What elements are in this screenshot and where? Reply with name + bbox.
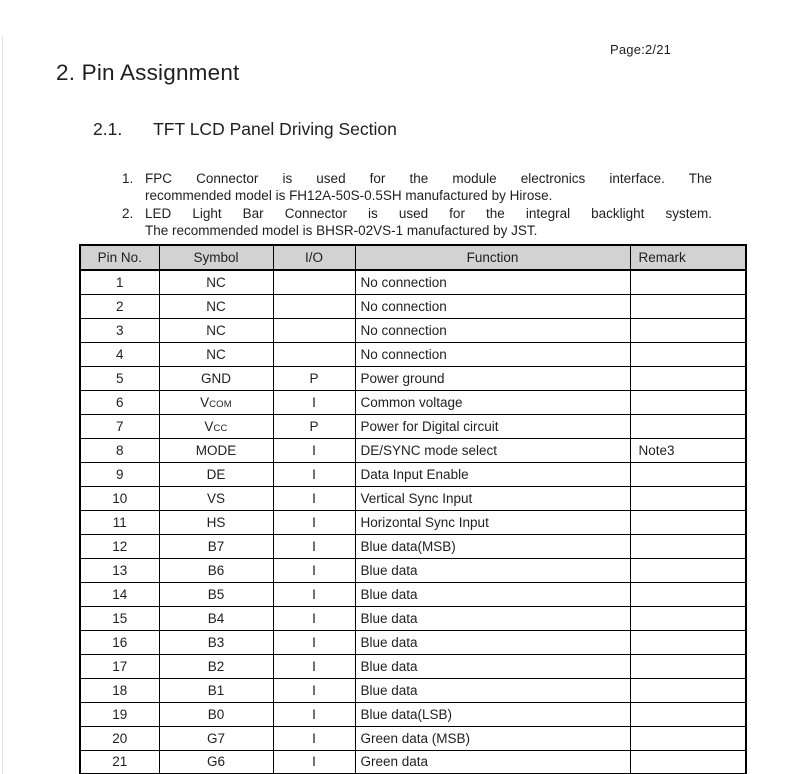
header-io: I/O: [273, 245, 355, 270]
io-cell: I: [273, 390, 355, 414]
function-cell: No connection: [355, 342, 630, 366]
table-row: [80, 654, 746, 678]
io-cell: I: [273, 726, 355, 750]
symbol-cell: [159, 342, 273, 366]
symbol-base: G6: [206, 754, 225, 770]
function-cell: Blue data(LSB): [355, 702, 630, 726]
symbol-base: GND: [201, 370, 231, 386]
table-row: [80, 318, 746, 342]
symbol-cell: [159, 366, 273, 390]
symbol-base: MODE: [195, 442, 237, 458]
symbol-cell: [159, 702, 273, 726]
notes-list: [122, 170, 714, 240]
function-cell: Vertical Sync Input: [355, 486, 630, 510]
symbol-base: B0: [207, 706, 225, 722]
pin-cell: 13: [80, 558, 159, 582]
remark-cell: [630, 750, 746, 774]
function-cell: Blue data: [355, 654, 630, 678]
note-line: LED Light Bar Connector is used for the integral backlight system.: [145, 205, 712, 221]
table-row: [80, 294, 746, 318]
symbol-base: HS: [206, 514, 226, 530]
symbol-cell: [159, 414, 273, 438]
symbol-base: V: [204, 418, 214, 434]
remark-cell: [630, 270, 746, 294]
symbol-base: G7: [206, 730, 225, 746]
pin-cell: 4: [80, 342, 159, 366]
symbol-cell: [159, 462, 273, 486]
pin-cell: 7: [80, 414, 159, 438]
function-cell: Power ground: [355, 366, 630, 390]
remark-cell: Note3: [630, 438, 746, 462]
io-cell: I: [273, 750, 355, 774]
pin-cell: 6: [80, 390, 159, 414]
symbol-cell: [159, 270, 273, 294]
note-line: FPC Connector is used for the module electronics interface. The: [145, 171, 712, 186]
pin-cell: 3: [80, 318, 159, 342]
pin-cell: 8: [80, 438, 159, 462]
symbol-cell: [159, 582, 273, 606]
symbol-base: NC: [206, 274, 226, 290]
symbol-base: B5: [207, 586, 225, 602]
io-cell: [273, 294, 355, 318]
pin-cell: 20: [80, 726, 159, 750]
io-cell: I: [273, 654, 355, 678]
symbol-base: B6: [207, 562, 225, 578]
remark-cell: [630, 726, 746, 750]
io-cell: I: [273, 510, 355, 534]
function-cell: Blue data: [355, 558, 630, 582]
function-cell: Blue data: [355, 606, 630, 630]
pin-assignment-table: [79, 244, 747, 774]
io-cell: I: [273, 462, 355, 486]
note-item-2: [122, 205, 714, 240]
remark-cell: [630, 294, 746, 318]
header-remark: Remark: [630, 245, 746, 270]
header-pin-no: Pin No.: [80, 245, 159, 270]
pin-cell: 9: [80, 462, 159, 486]
remark-cell: [630, 414, 746, 438]
table-row: [80, 486, 746, 510]
symbol-cell: [159, 534, 273, 558]
section-heading: 2. Pin Assignment: [56, 60, 240, 85]
io-cell: I: [273, 438, 355, 462]
note-line: The recommended model is BHSR-02VS-1 manufactured by JST.: [145, 223, 538, 239]
symbol-base: NC: [206, 346, 226, 362]
table-row: [80, 726, 746, 750]
remark-cell: [630, 678, 746, 702]
pin-cell: 19: [80, 702, 159, 726]
io-cell: I: [273, 558, 355, 582]
function-cell: No connection: [355, 270, 630, 294]
pin-cell: 5: [80, 366, 159, 390]
header-function: Function: [355, 245, 630, 270]
table-row: [80, 414, 746, 438]
pin-cell: 21: [80, 750, 159, 774]
remark-cell: [630, 582, 746, 606]
table-row: [80, 702, 746, 726]
function-cell: Common voltage: [355, 390, 630, 414]
symbol-sub: COM: [209, 398, 232, 410]
pin-cell: 1: [80, 270, 159, 294]
function-cell: Green data (MSB): [355, 726, 630, 750]
symbol-cell: [159, 630, 273, 654]
io-cell: I: [273, 582, 355, 606]
table-row: [80, 750, 746, 774]
pin-cell: 16: [80, 630, 159, 654]
symbol-cell: [159, 390, 273, 414]
symbol-base: B4: [207, 610, 225, 626]
symbol-base: B7: [207, 538, 225, 554]
remark-cell: [630, 606, 746, 630]
page-edge-line: [2, 36, 3, 774]
remark-cell: [630, 486, 746, 510]
pin-cell: 11: [80, 510, 159, 534]
function-cell: Blue data: [355, 630, 630, 654]
symbol-base: VS: [206, 490, 225, 506]
symbol-cell: [159, 606, 273, 630]
function-cell: Blue data: [355, 582, 630, 606]
table-row: [80, 558, 746, 582]
symbol-cell: [159, 294, 273, 318]
table-row: [80, 270, 746, 294]
symbol-base: NC: [206, 322, 226, 338]
symbol-cell: [159, 486, 273, 510]
symbol-cell: [159, 678, 273, 702]
remark-cell: [630, 630, 746, 654]
remark-cell: [630, 654, 746, 678]
note-text: [145, 205, 712, 240]
io-cell: I: [273, 486, 355, 510]
function-cell: Power for Digital circuit: [355, 414, 630, 438]
table-header-row: [80, 245, 746, 270]
symbol-base: NC: [206, 298, 226, 314]
function-cell: DE/SYNC mode select: [355, 438, 630, 462]
symbol-base: V: [200, 394, 210, 410]
pin-cell: 14: [80, 582, 159, 606]
symbol-cell: [159, 726, 273, 750]
remark-cell: [630, 534, 746, 558]
remark-cell: [630, 366, 746, 390]
pin-cell: 18: [80, 678, 159, 702]
symbol-cell: [159, 558, 273, 582]
subsection-heading: [93, 119, 397, 140]
symbol-base: DE: [206, 466, 226, 482]
io-cell: [273, 318, 355, 342]
remark-cell: [630, 342, 746, 366]
table-row: [80, 582, 746, 606]
symbol-base: B3: [207, 634, 225, 650]
table-row: [80, 462, 746, 486]
page-number-label: Page:2/21: [610, 42, 672, 57]
subsection-title: TFT LCD Panel Driving Section: [153, 119, 397, 139]
note-item-1: [122, 170, 714, 205]
function-cell: No connection: [355, 294, 630, 318]
header-symbol: Symbol: [159, 245, 273, 270]
remark-cell: [630, 558, 746, 582]
function-cell: Data Input Enable: [355, 462, 630, 486]
pin-cell: 10: [80, 486, 159, 510]
io-cell: P: [273, 414, 355, 438]
remark-cell: [630, 702, 746, 726]
io-cell: P: [273, 366, 355, 390]
symbol-base: B1: [207, 682, 225, 698]
subsection-number: 2.1.: [93, 119, 123, 139]
table-row: [80, 342, 746, 366]
pin-table-body: [80, 270, 746, 774]
io-cell: [273, 270, 355, 294]
note-text: [145, 170, 712, 205]
table-row: [80, 390, 746, 414]
note-line: recommended model is FH12A-50S-0.5SH manufactured by Hirose.: [145, 188, 553, 204]
symbol-base: B2: [207, 658, 225, 674]
pin-cell: 15: [80, 606, 159, 630]
table-row: [80, 366, 746, 390]
table-row: [80, 678, 746, 702]
io-cell: I: [273, 702, 355, 726]
table-row: [80, 510, 746, 534]
table-row: [80, 606, 746, 630]
note-number: 1.: [122, 171, 134, 186]
function-cell: No connection: [355, 318, 630, 342]
function-cell: Blue data: [355, 678, 630, 702]
pin-cell: 2: [80, 294, 159, 318]
function-cell: Blue data(MSB): [355, 534, 630, 558]
remark-cell: [630, 318, 746, 342]
io-cell: I: [273, 678, 355, 702]
remark-cell: [630, 390, 746, 414]
symbol-cell: [159, 654, 273, 678]
remark-cell: [630, 462, 746, 486]
pin-cell: 12: [80, 534, 159, 558]
symbol-cell: [159, 318, 273, 342]
symbol-sub: CC: [213, 422, 228, 434]
function-cell: Green data: [355, 750, 630, 774]
table-row: [80, 438, 746, 462]
pin-cell: 17: [80, 654, 159, 678]
function-cell: Horizontal Sync Input: [355, 510, 630, 534]
table-row: [80, 630, 746, 654]
remark-cell: [630, 510, 746, 534]
symbol-cell: [159, 438, 273, 462]
symbol-cell: [159, 510, 273, 534]
io-cell: [273, 342, 355, 366]
io-cell: I: [273, 534, 355, 558]
io-cell: I: [273, 606, 355, 630]
note-number: 2.: [122, 205, 134, 221]
table-row: [80, 534, 746, 558]
io-cell: I: [273, 630, 355, 654]
symbol-cell: [159, 750, 273, 774]
